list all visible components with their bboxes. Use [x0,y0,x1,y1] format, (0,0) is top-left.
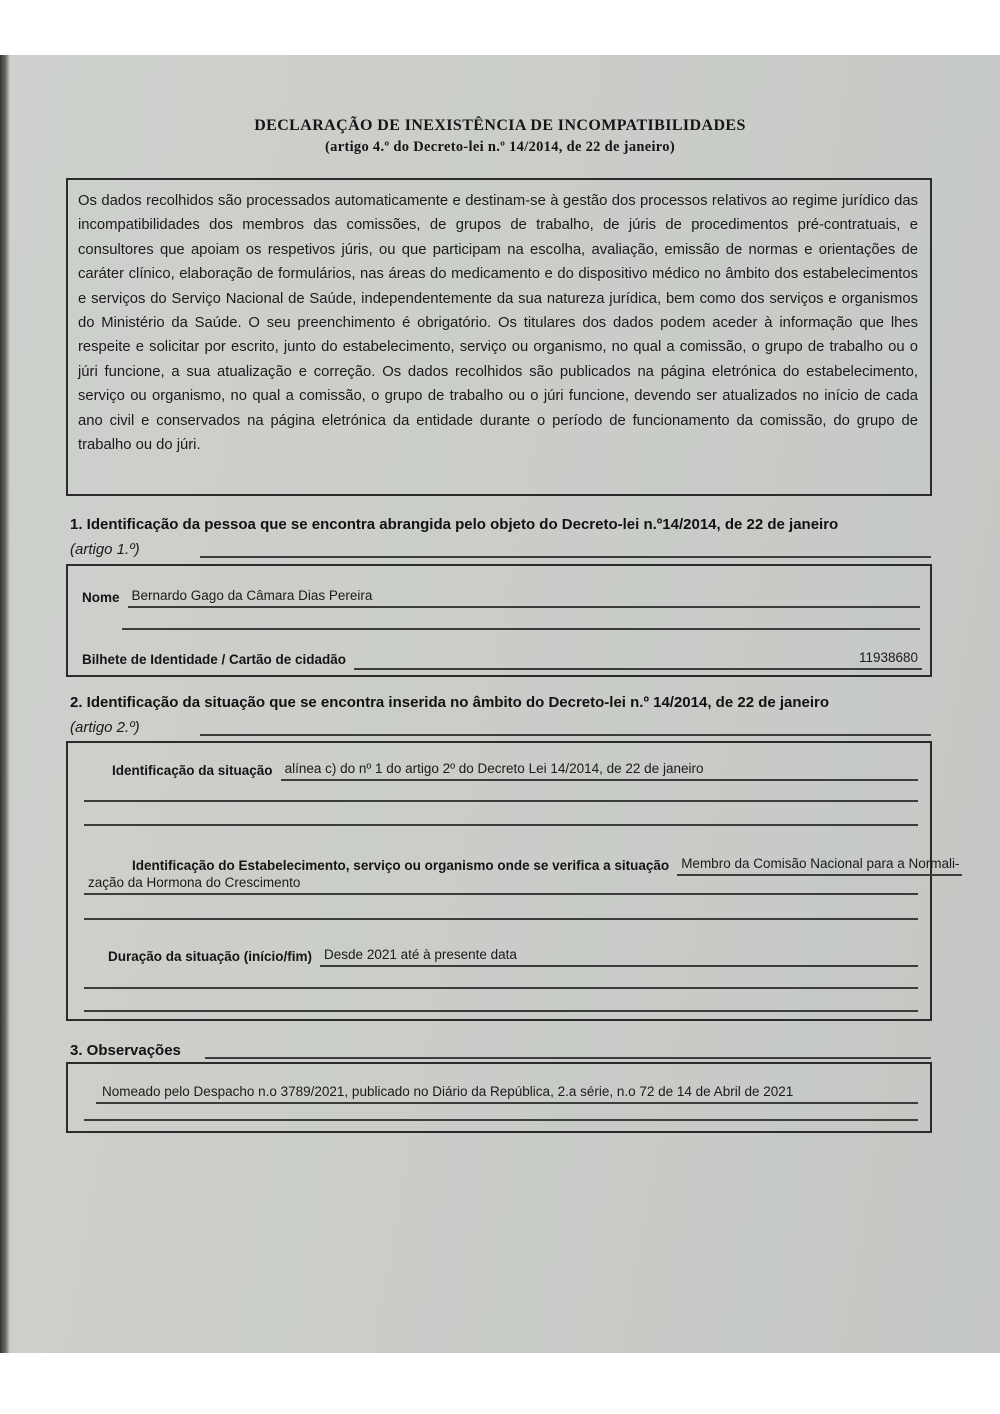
estabelecimento-value-line1: Membro da Comisão Nacional para a Normali- [677,856,961,876]
section1-heading: 1. Identificação da pessoa que se encontra abrangida pelo objeto do Decreto-lei n.º14/2014, de 22 de janeiro [70,516,839,533]
data-protection-notice-text: Os dados recolhidos são processados automaticamente e destinam-se à gestão dos processos relativos ao regime jurídico das incompatibilidades dos membros das comissões, de grupos de trabalho, de júris de procedimentos pré-contratuais, e consultores que apoiam os respetivos júris, ou que participam na escolha, avaliação, emissão de normas e orientações de caráter clínico, elaboração de formulários, nas áreas do medicamento e do dispositivo médico no âmbito dos estabelecimentos e serviços do Serviço Nacional de Saúde, independentemente da sua natureza jurídica, bem como dos serviços e organismos do Ministério da Saúde. O seu preenchimento é obrigatório. Os titulares dos dados podem aceder à informação que lhes respeite e solicitar por escrito, junto do estabelecimento, serviço ou organismo, no qual a comissão, o grupo de trabalho ou o júri funcione, a sua atualização e correção. Os dados recolhidos são publicados na página eletrónica do estabelecimento, serviço ou organismo, no qual a comissão, o grupo de trabalho ou o júri funcione, devendo ser atualizados no início de cada ano civil e conservados na página eletrónica da entidade durante o período de funcionamento da comissão, do grupo de trabalho ou do júri. [78,193,918,454]
estabelecimento-blank-line [84,918,918,920]
situacao-blank-line-1 [84,800,918,802]
observacoes-value: Nomeado pelo Despacho n.o 3789/2021, publicado no Diário da República, 2.a série, n.o 72 de 14 de Abril de 2021 [96,1084,918,1104]
id-field-row [82,642,922,670]
duracao-label: Duração da situação (início/fim) [108,949,313,964]
document-subtitle: (artigo 4.º do Decreto-lei n.º 14/2014, de 22 de janeiro) [325,139,675,155]
nome-value: Bernardo Gago da Câmara Dias Pereira [128,588,920,608]
observacoes-field-row [96,1076,918,1104]
section2-heading: 2. Identificação da situação que se encontra inserida no âmbito do Decreto-lei n.º 14/2014, de 22 de janeiro [70,694,830,711]
situacao-field-row [112,753,918,781]
estabelecimento-value-line2: zação da Hormona do Crescimento [84,875,918,895]
scanned-document-page [0,55,1000,1353]
duracao-blank-line-1 [84,987,918,989]
section3-heading-rule [205,1057,931,1059]
nome-blank-line [122,628,920,630]
id-label: Bilhete de Identidade / Cartão de cidadão [82,652,347,667]
estabelecimento-label: Identificação do Estabelecimento, serviço ou organismo onde se verifica a situação [132,858,670,873]
duracao-blank-line-2 [84,1010,918,1012]
situacao-blank-line-2 [84,824,918,826]
estabelecimento-row-line2 [84,867,918,895]
section1-subheading: (artigo 1.º) [70,541,140,558]
section2-heading-rule [200,734,931,736]
duracao-value: Desde 2021 até à presente data [320,947,918,967]
section3-heading: 3. Observações [70,1042,181,1059]
data-protection-notice-box [66,178,932,496]
nome-label: Nome [82,590,120,605]
observacoes-blank-line [84,1119,918,1121]
section2-fields-box [66,741,960,1021]
duracao-field-row [108,939,918,967]
situacao-value: alínea c) do nº 1 do artigo 2º do Decreto Lei 14/2014, de 22 de janeiro [281,761,918,781]
section1-fields-box [66,564,932,677]
page-shadow-edge [0,55,10,1353]
section2-subheading: (artigo 2.º) [70,719,140,736]
section1-heading-rule [200,556,931,558]
id-value: 11938680 [354,650,922,670]
situacao-label: Identificação da situação [112,763,273,778]
document-title: DECLARAÇÃO DE INEXISTÊNCIA DE INCOMPATIBILIDADES [254,117,746,134]
document-title-block [65,117,935,156]
nome-field-row [82,580,920,608]
section3-fields-box [66,1062,932,1133]
